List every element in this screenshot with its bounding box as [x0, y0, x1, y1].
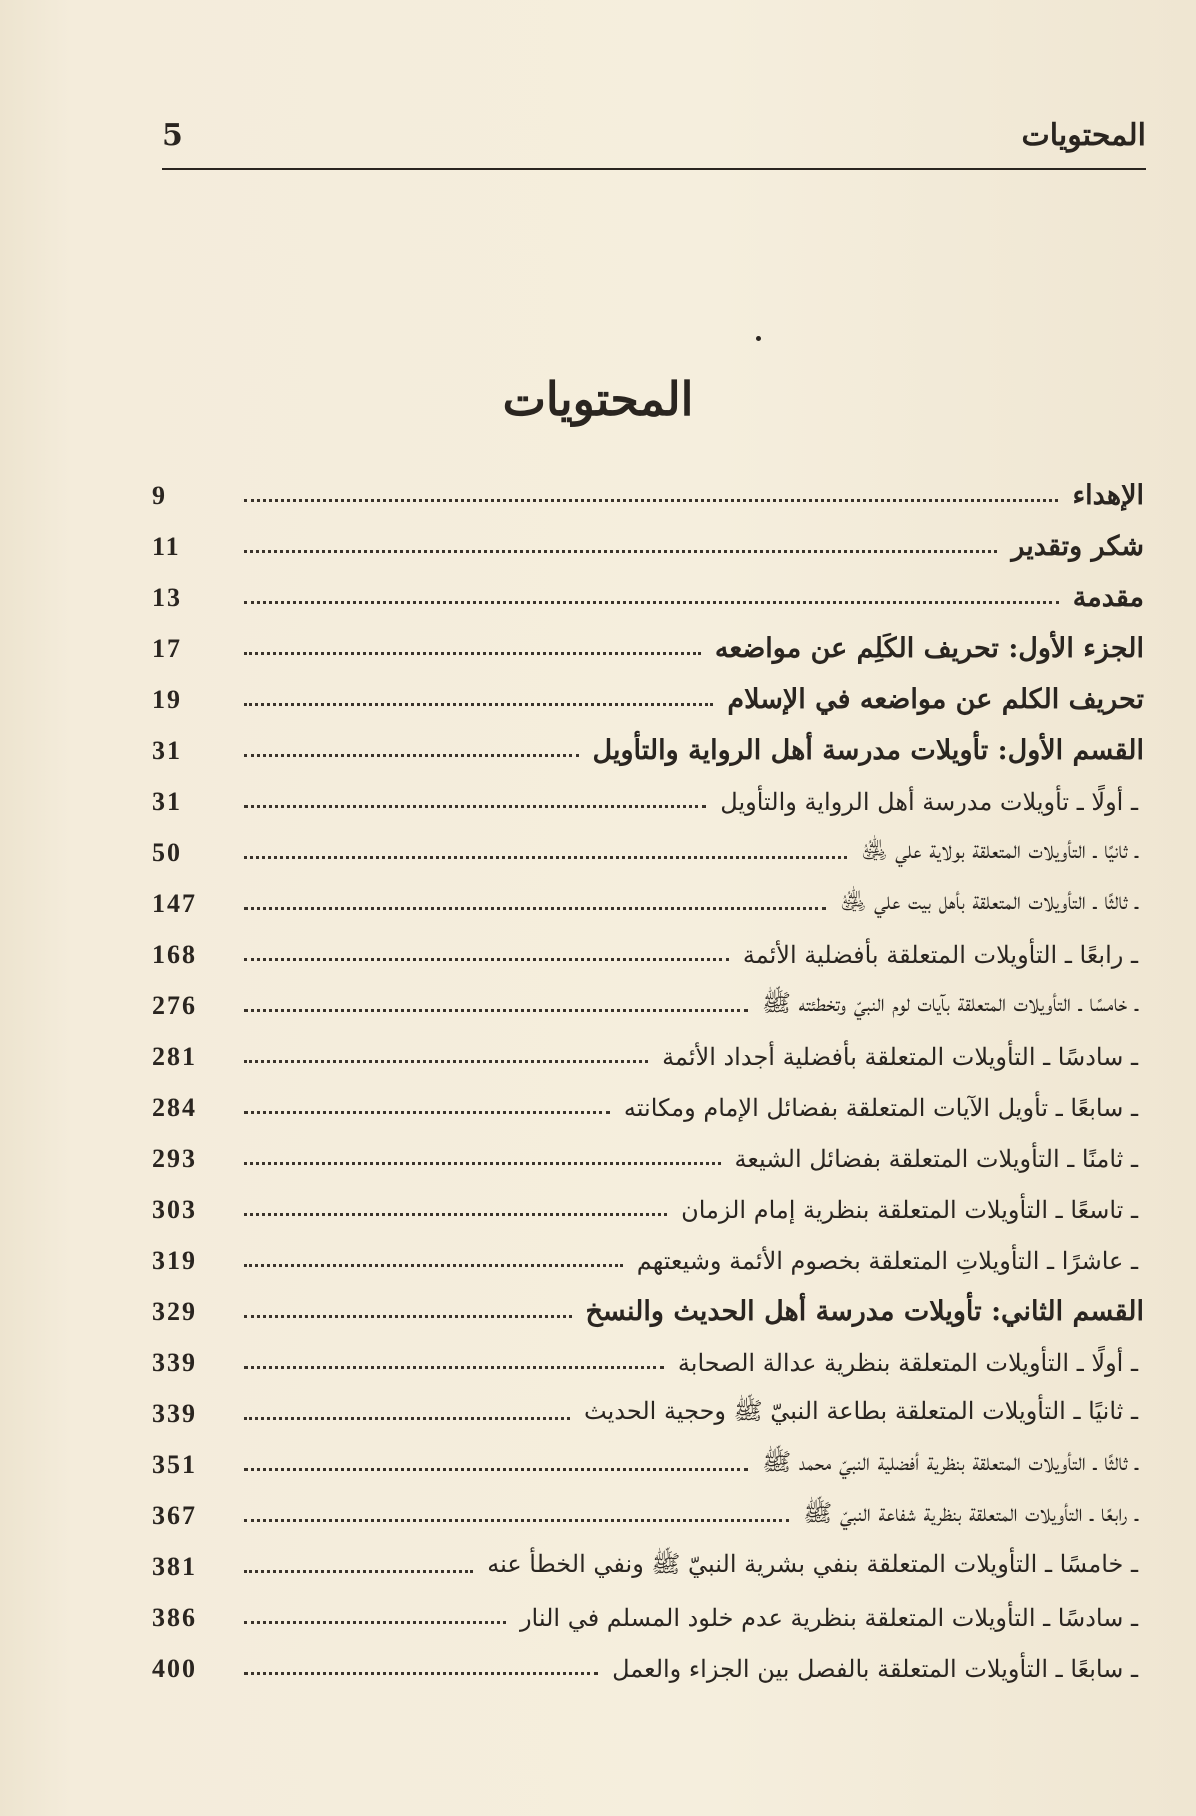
dot-leader: [244, 601, 1059, 604]
dot-leader: [244, 1060, 648, 1063]
toc-entry-title: ـ سادسًا ـ التأويلات المتعلقة بنظرية عدم خلود المسلم في النار: [519, 1603, 1138, 1632]
ornament-dot: [756, 336, 761, 341]
toc-entry-title: ـ تاسعًا ـ التأويلات المتعلقة بنظرية إمام الزمان: [681, 1195, 1138, 1224]
toc-entry-title: ـ خامسًا ـ التأويلات المتعلقة بنفي بشرية النبيّ ﷺ ونفي الخطأ عنه: [487, 1550, 1138, 1578]
toc-entry-title: القسم الثاني: تأويلات مدرسة أهل الحديث والنسخ: [585, 1296, 1144, 1327]
toc-entry[interactable]: [152, 470, 1144, 521]
dot-leader: [244, 1213, 667, 1216]
toc-entry-page: 381: [152, 1551, 197, 1581]
toc-entry-page: 9: [152, 480, 167, 510]
page-number: 5: [162, 118, 183, 153]
toc-entry[interactable]: [152, 725, 1144, 776]
dot-leader: [244, 958, 729, 961]
toc-entry-page: 351: [152, 1449, 197, 1479]
running-header: [162, 118, 1146, 172]
toc-entry-title: مقدمة: [1072, 582, 1144, 613]
dot-leader: [244, 1417, 570, 1420]
toc-entry-page: 400: [152, 1653, 197, 1683]
toc-entry[interactable]: [152, 878, 1144, 929]
toc-entry-title: الإهداء: [1072, 480, 1144, 511]
toc-entry[interactable]: [152, 1184, 1144, 1235]
toc-entry-title: ـ سابعًا ـ التأويلات المتعلقة بالفصل بين الجزاء والعمل: [612, 1654, 1138, 1683]
toc-entry-title: ـ ثانيًا ـ التأويلات المتعلقة بطاعة النبيّ ﷺ وحجية الحديث: [584, 1397, 1138, 1425]
toc-entry-page: 147: [152, 888, 197, 918]
dot-leader: [244, 1264, 623, 1267]
toc-entry-title: ـ ثالثًا ـ التأويلات المتعلقة بأهل بيت علي ﵁: [840, 887, 1138, 915]
toc-entry-title: ـ سادسًا ـ التأويلات المتعلقة بأفضلية أجداد الأئمة: [662, 1042, 1138, 1071]
toc-entry[interactable]: [152, 1439, 1144, 1490]
dot-leader: [244, 703, 713, 706]
dot-leader: [244, 1570, 473, 1573]
toc-entry-title: ـ عاشرًا ـ التأويلاتِ المتعلقة بخصوم الأئمة وشيعتهم: [636, 1246, 1138, 1275]
toc-entry-page: 31: [152, 786, 182, 816]
toc-list: [152, 470, 1144, 1694]
dot-leader: [244, 1366, 664, 1369]
dot-leader: [244, 1468, 748, 1471]
toc-entry[interactable]: [152, 1490, 1144, 1541]
dot-leader: [244, 550, 997, 553]
dot-leader: [244, 1009, 748, 1012]
toc-entry-title: ـ ثامنًا ـ التأويلات المتعلقة بفضائل الشيعة: [734, 1144, 1138, 1173]
toc-entry[interactable]: [152, 980, 1144, 1031]
toc-entry-page: 50: [152, 837, 182, 867]
running-title: المحتويات: [1021, 118, 1146, 153]
dot-leader: [244, 1519, 789, 1522]
dot-leader: [244, 1315, 572, 1318]
toc-entry-page: 284: [152, 1092, 197, 1122]
dot-leader: [244, 754, 579, 757]
toc-entry[interactable]: [152, 1388, 1144, 1439]
toc-entry[interactable]: [152, 572, 1144, 623]
toc-entry-title: ـ خامسًا ـ التأويلات المتعلقة بآيات لوم النبيّ وتخطئته ﷺ: [761, 989, 1138, 1017]
toc-entry[interactable]: [152, 827, 1144, 878]
dot-leader: [244, 1162, 721, 1165]
toc-entry-title: الجزء الأول: تحريف الكَلِم عن مواضعه: [714, 633, 1144, 664]
toc-entry-page: 276: [152, 990, 197, 1020]
toc-entry[interactable]: [152, 776, 1144, 827]
dot-leader: [244, 652, 701, 655]
toc-entry[interactable]: [152, 1286, 1144, 1337]
toc-entry-title: ـ ثانيًا ـ التأويلات المتعلقة بولاية علي ﵁: [861, 836, 1138, 864]
toc-entry[interactable]: [152, 929, 1144, 980]
dot-leader: [244, 499, 1058, 502]
toc-entry-title: ـ أولًا ـ تأويلات مدرسة أهل الرواية والتأويل: [720, 787, 1138, 816]
toc-entry-page: 339: [152, 1398, 197, 1428]
toc-entry-page: 19: [152, 684, 182, 714]
dot-leader: [244, 1621, 506, 1624]
toc-entry-title: ـ سابعًا ـ تأويل الآيات المتعلقة بفضائل الإمام ومكانته: [623, 1093, 1138, 1122]
dot-leader: [244, 1111, 610, 1114]
toc-title: المحتويات: [502, 372, 694, 426]
dot-leader: [244, 856, 847, 859]
toc-entry-page: 17: [152, 633, 182, 663]
toc-entry-title: ـ ثالثًا ـ التأويلات المتعلقة بنظرية أفضلية النبيّ محمد ﷺ: [762, 1448, 1138, 1476]
toc-entry[interactable]: [152, 623, 1144, 674]
toc-entry-page: 168: [152, 939, 197, 969]
toc-entry-page: 319: [152, 1245, 197, 1275]
toc-entry-page: 386: [152, 1602, 197, 1632]
toc-entry[interactable]: [152, 1031, 1144, 1082]
toc-entry[interactable]: [152, 521, 1144, 572]
dot-leader: [244, 805, 706, 808]
dot-leader: [244, 907, 826, 910]
toc-entry-page: 11: [152, 531, 181, 561]
toc-entry-page: 339: [152, 1347, 197, 1377]
toc-entry-page: 329: [152, 1296, 197, 1326]
header-rule: [162, 168, 1146, 170]
toc-entry-title: تحريف الكلم عن مواضعه في الإسلام: [727, 684, 1144, 715]
toc-entry[interactable]: [152, 1337, 1144, 1388]
toc-entry-page: 31: [152, 735, 182, 765]
toc-entry-page: 367: [152, 1500, 197, 1530]
toc-entry[interactable]: [152, 1082, 1144, 1133]
toc-entry-title: ـ أولًا ـ التأويلات المتعلقة بنظرية عدالة الصحابة: [677, 1348, 1138, 1377]
toc-entry-title: ـ رابعًا ـ التأويلات المتعلقة بأفضلية الأئمة: [742, 940, 1138, 969]
toc-entry[interactable]: [152, 1592, 1144, 1643]
toc-entry-page: 281: [152, 1041, 197, 1071]
toc-entry-title: ـ رابعًا ـ التأويلات المتعلقة بنظرية شفاعة النبيّ ﷺ: [803, 1499, 1138, 1527]
toc-entry-title: شكر وتقدير: [1011, 531, 1144, 562]
toc-entry-title: القسم الأول: تأويلات مدرسة أهل الرواية والتأويل: [592, 735, 1144, 766]
toc-entry[interactable]: [152, 1643, 1144, 1694]
dot-leader: [244, 1672, 598, 1675]
toc-entry-page: 293: [152, 1143, 197, 1173]
toc-entry-page: 303: [152, 1194, 197, 1224]
toc-entry-page: 13: [152, 582, 182, 612]
toc-entry[interactable]: [152, 1235, 1144, 1286]
toc-entry[interactable]: [152, 1133, 1144, 1184]
toc-entry[interactable]: [152, 674, 1144, 725]
toc-entry[interactable]: [152, 1541, 1144, 1592]
